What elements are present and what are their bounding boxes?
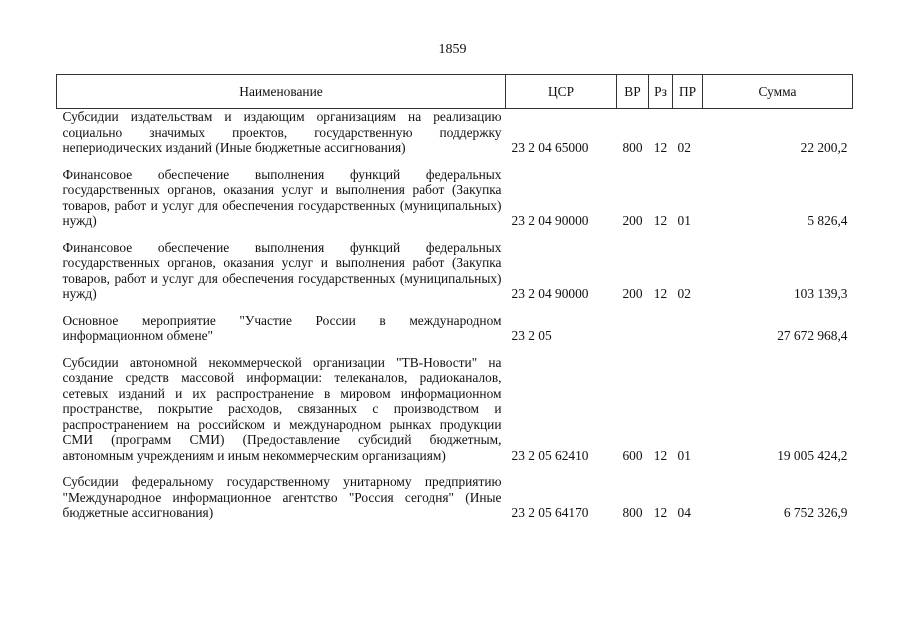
row-name: Субсидии автономной некоммерческой организации "ТВ-Новости" на создание средств массовой информации: телеканалов, радиоканалов, сетевых изданий и их распространение в мировом информационном пространстве, покрытие расходов, связанных с производством и распространением на российском и международном рынках продукции СМИ (программ СМИ) (Предоставление субсидий бюджетным, автономным учреждениям и иным некоммерческим организациям) [62, 354, 502, 463]
header-rz: Рз [649, 75, 673, 109]
row-vr: 800 [622, 140, 643, 155]
row-vr: 600 [622, 447, 643, 463]
row-rz: 12 [653, 505, 668, 520]
row-rz: 12 [653, 286, 668, 301]
row-pr: 01 [677, 213, 691, 228]
row-sum: 27 672 968,4 [777, 328, 848, 343]
row-pr: 01 [677, 447, 691, 463]
row-csr: 23 2 05 64170 [511, 505, 589, 520]
page-number: 1859 [438, 42, 467, 57]
table-row [57, 313, 853, 344]
row-sum: 103 139,3 [793, 286, 848, 301]
table-row [57, 355, 853, 464]
row-rz [649, 313, 673, 344]
header-csr: ЦСР [506, 75, 617, 109]
row-csr: 23 2 05 62410 [511, 447, 589, 463]
header-name: Наименование [57, 75, 506, 109]
row-vr: 800 [622, 505, 643, 520]
header-sum: Сумма [703, 75, 853, 109]
row-pr [673, 313, 703, 344]
row-vr: 200 [622, 213, 643, 228]
row-rz: 12 [653, 140, 668, 155]
row-csr: 23 2 04 65000 [511, 140, 589, 155]
table-header-row [57, 75, 853, 109]
row-rz: 12 [653, 213, 668, 228]
header-vr: ВР [617, 75, 649, 109]
row-sum: 19 005 424,2 [777, 447, 848, 463]
row-pr: 02 [677, 140, 691, 155]
row-pr: 04 [677, 505, 691, 520]
row-csr: 23 2 04 90000 [511, 286, 589, 301]
table-row [57, 240, 853, 302]
row-pr: 02 [677, 286, 691, 301]
table-row [57, 109, 853, 156]
budget-table [56, 74, 853, 521]
row-vr: 200 [622, 286, 643, 301]
table-row [57, 474, 853, 521]
row-sum: 22 200,2 [800, 140, 848, 155]
row-rz: 12 [653, 447, 668, 463]
row-name: Основное мероприятие "Участие России в международном информационном обмене" [62, 312, 502, 343]
table-row [57, 167, 853, 229]
row-sum: 6 752 326,9 [783, 505, 848, 520]
row-vr [617, 313, 649, 344]
header-pr: ПР [673, 75, 703, 109]
row-csr: 23 2 05 [511, 328, 552, 343]
row-sum: 5 826,4 [807, 213, 848, 228]
row-name: Финансовое обеспечение выполнения функций федеральных государственных органов, оказания услуг и выполнения работ (Закупка товаров, работ и услуг для обеспечения государственных (муниципальных) нужд) [62, 166, 502, 228]
row-name: Субсидии издательствам и издающим организациям на реализацию социально значимых проектов, государственную поддержку непериодических изданий (Иные бюджетные ассигнования) [62, 109, 502, 155]
row-name: Финансовое обеспечение выполнения функций федеральных государственных органов, оказания услуг и выполнения работ (Закупка товаров, работ и услуг для обеспечения государственных (муниципальных) нужд) [62, 239, 502, 301]
row-csr: 23 2 04 90000 [511, 213, 589, 228]
row-name: Субсидии федеральному государственному унитарному предприятию "Международное информационное агентство "Россия сегодня" (Иные бюджетные ассигнования) [62, 474, 502, 520]
